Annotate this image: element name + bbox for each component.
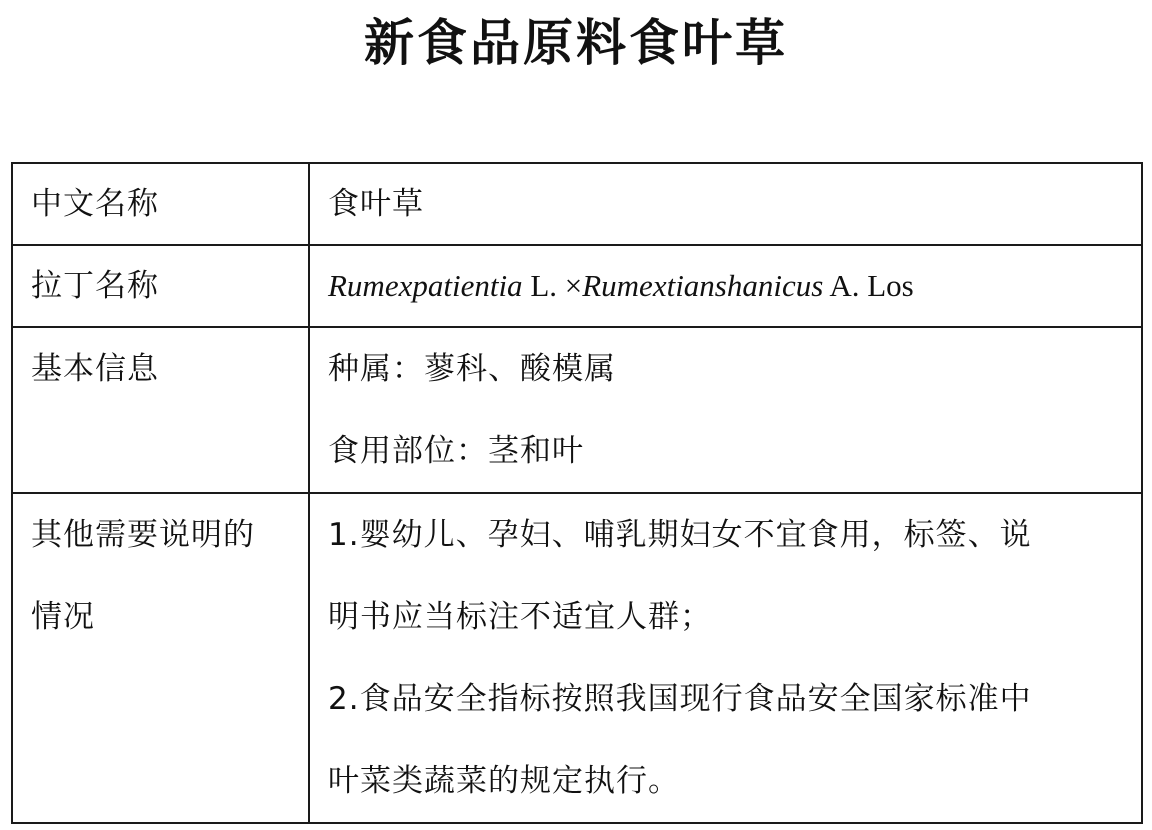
latin-name-label: 拉丁名称 [12, 245, 309, 327]
latin-author-2: A. Los [823, 268, 914, 303]
other-notes-label-line: 情况 [31, 599, 95, 635]
other-notes-line: 2.食品安全指标按照我国现行食品安全国家标准中 [328, 681, 1032, 717]
other-notes-line: 1.婴幼儿、孕妇、哺乳期妇女不宜食用，标签、说 [328, 517, 1032, 553]
info-table [11, 162, 1143, 824]
table-row-other-notes [12, 493, 1142, 823]
table-row-basic-info [12, 327, 1142, 493]
page-title: 新食品原料食叶草 [364, 14, 788, 72]
latin-species-2: Rumextianshanicus [582, 268, 824, 303]
basic-info-label-cell [12, 327, 309, 493]
other-notes-line: 叶菜类蔬菜的规定执行。 [328, 763, 680, 799]
table-row-latin-name [12, 245, 1142, 327]
chinese-name-label: 中文名称 [12, 163, 309, 245]
basic-info-line: 食用部位：茎和叶 [328, 433, 584, 469]
other-notes-line: 明书应当标注不适宜人群； [328, 599, 712, 635]
table-row-chinese-name [12, 163, 1142, 245]
chinese-name-value: 食叶草 [309, 163, 1142, 245]
basic-info-value-cell [309, 327, 1142, 493]
basic-info-label: 基本信息 [31, 351, 159, 387]
latin-author-1: L. × [522, 268, 583, 303]
latin-species-1: Rumexpatientia [328, 268, 523, 303]
other-notes-label-cell [12, 493, 309, 823]
basic-info-line: 种属：蓼科、酸模属 [328, 351, 616, 387]
latin-name-value [309, 245, 1142, 327]
other-notes-label-line: 其他需要说明的 [31, 517, 255, 553]
other-notes-value-cell [309, 493, 1142, 823]
